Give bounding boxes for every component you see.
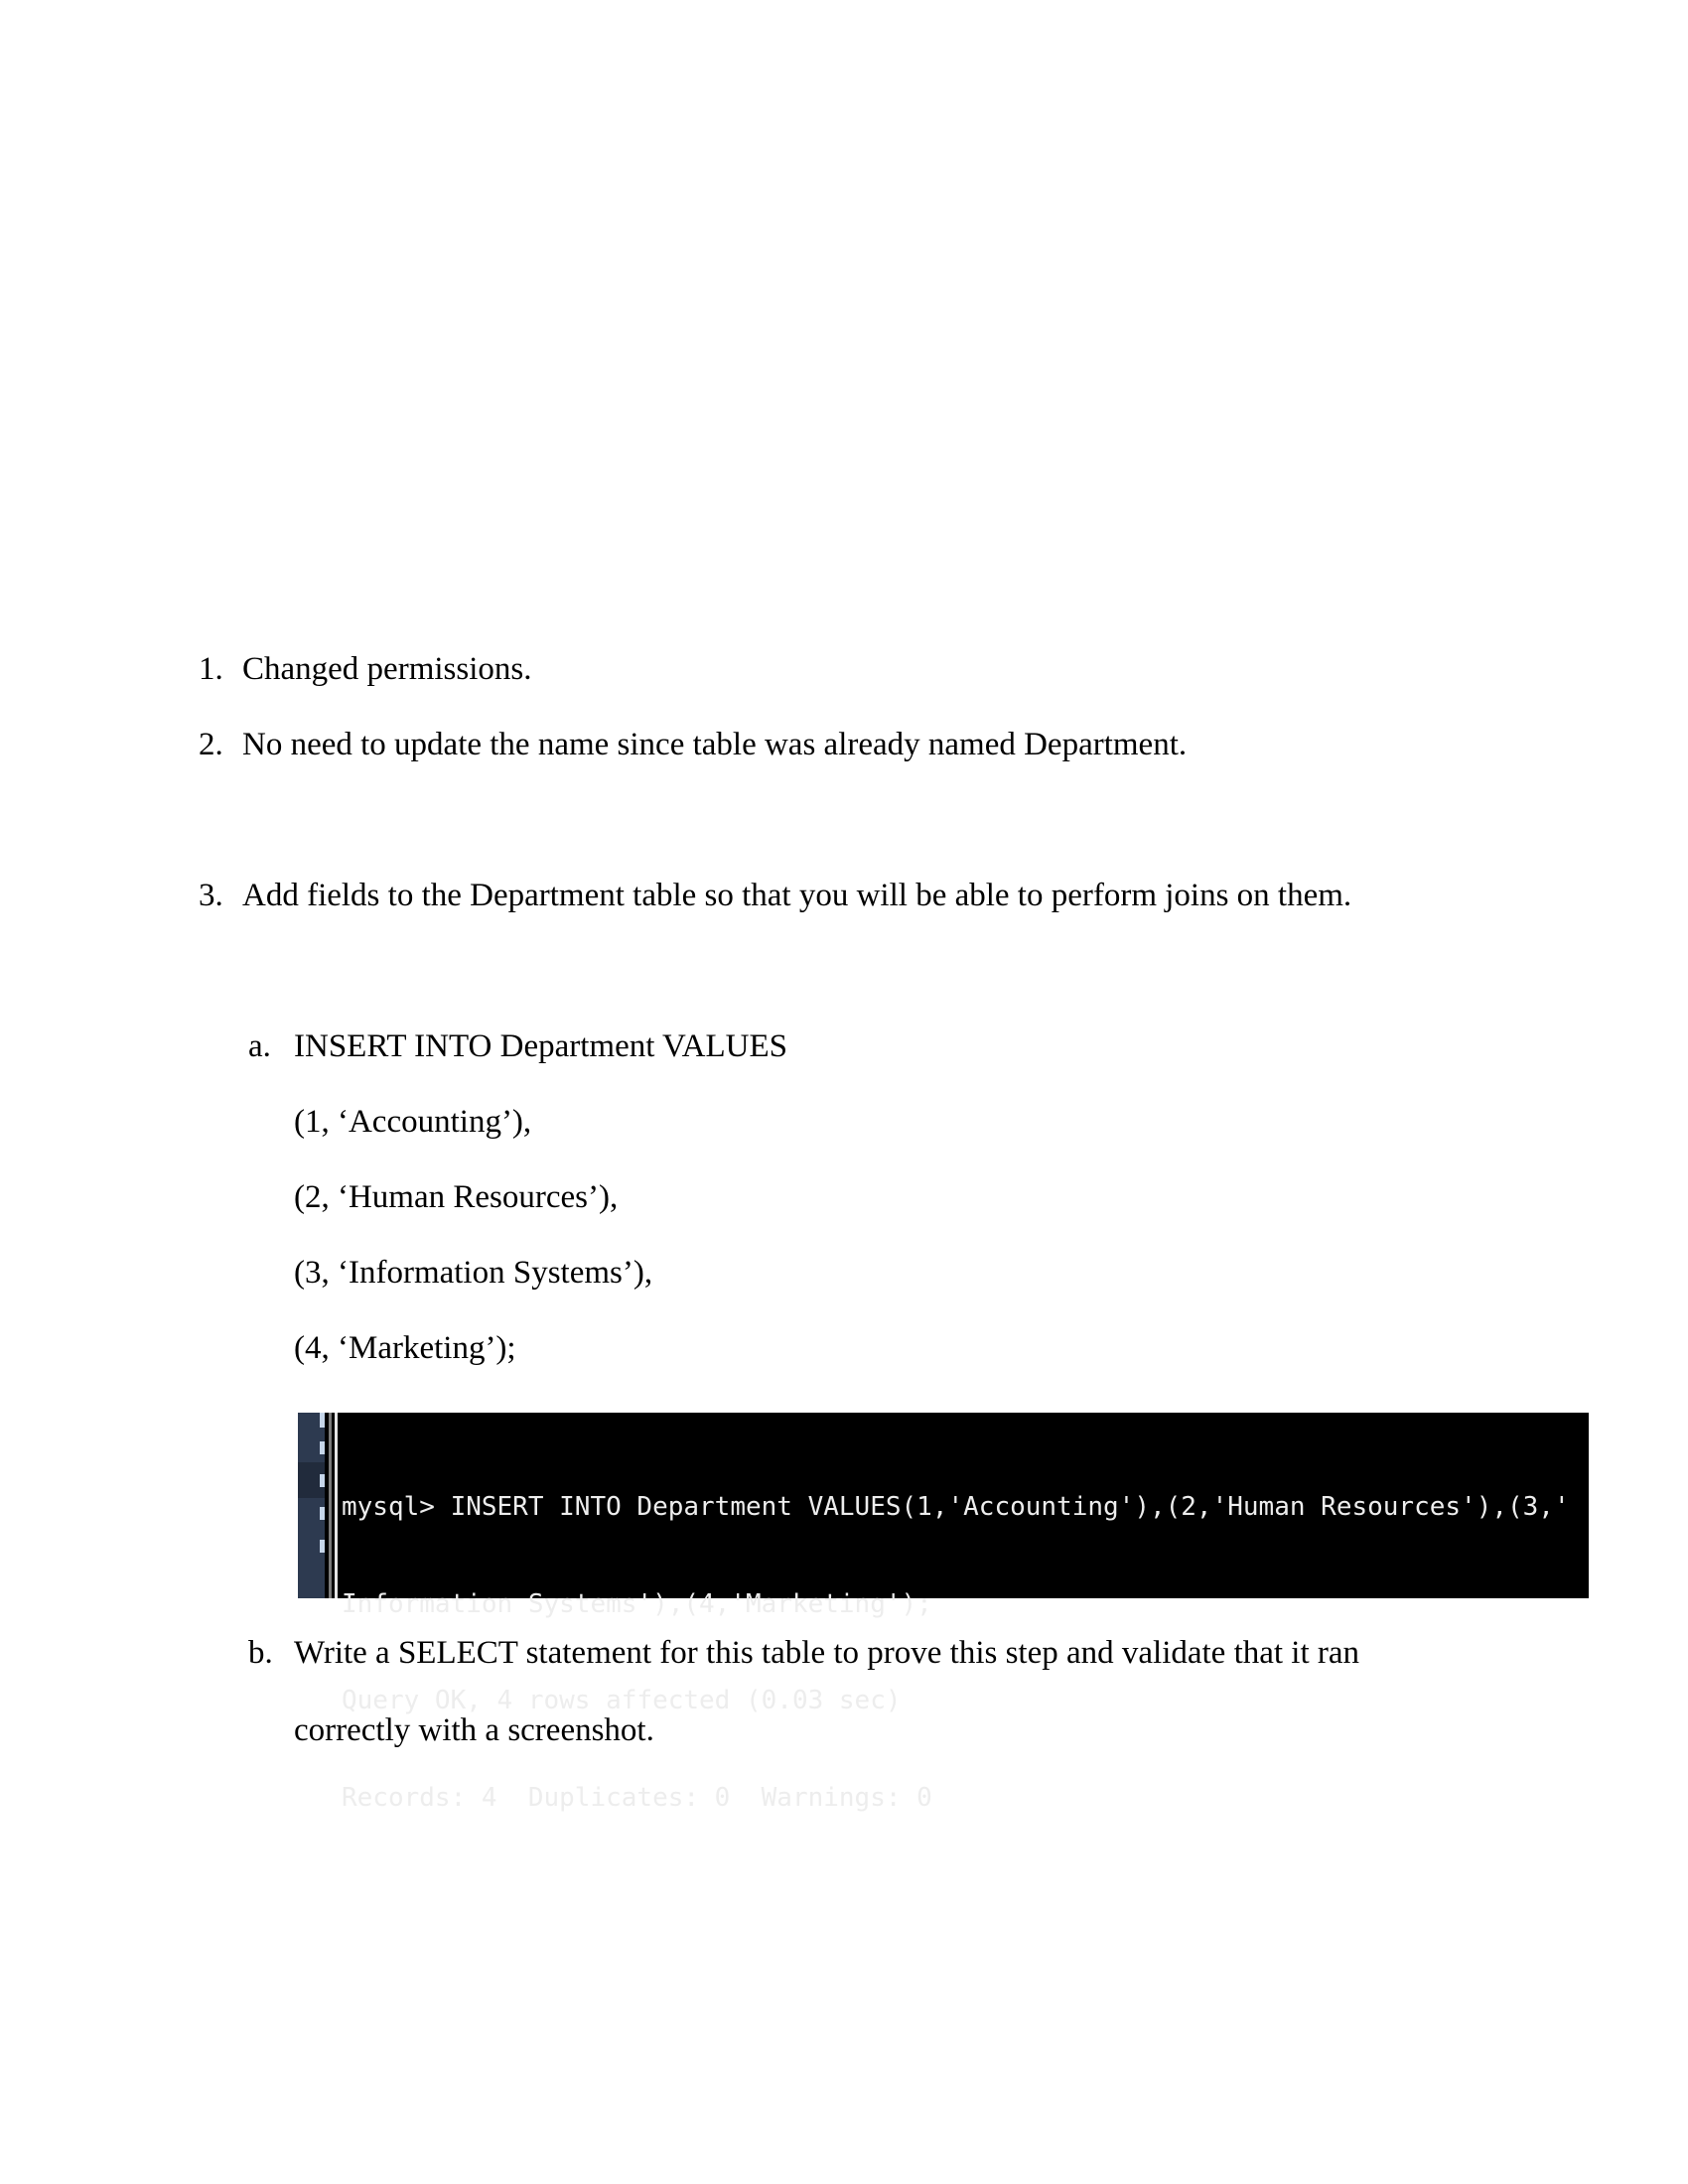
list-item-1-text: Changed permissions. [242, 651, 532, 687]
line-marker-tick [320, 1413, 325, 1428]
value-line-4: (4, ‘Marketing’); [294, 1330, 516, 1366]
line-marker-tick [320, 1474, 325, 1487]
list-item-3 [199, 875, 1351, 916]
terminal-line-2: Information Systems'),(4,'Marketing'); [342, 1588, 932, 1619]
value-line-2: (2, ‘Human Resources’), [294, 1179, 619, 1215]
sub-item-b [248, 1632, 1359, 1674]
value-line-3: (3, ‘Information Systems’), [294, 1255, 653, 1291]
sub-item-a-text: INSERT INTO Department VALUES [294, 1028, 787, 1064]
list-item-1 [199, 648, 531, 690]
terminal-line-4: Records: 4 Duplicates: 0 Warnings: 0 [342, 1782, 932, 1813]
sub-item-b-letter: b. [248, 1635, 273, 1671]
pane-divider-white [335, 1413, 338, 1598]
sub-item-a [248, 1025, 787, 1067]
list-item-2-text: No need to update the name since table was already named Department. [242, 727, 1188, 762]
list-item-3-text: Add fields to the Department table so that you will be able to perform joins on them. [242, 878, 1352, 913]
line-marker-tick [320, 1507, 325, 1520]
terminal-line-1: mysql> INSERT INTO Department VALUES(1,'Accounting'),(2,'Human Resources'),(3,' [342, 1492, 1570, 1522]
pane-divider-gray [329, 1413, 332, 1598]
terminal-line-3: Query OK, 4 rows affected (0.03 sec) [342, 1686, 902, 1715]
list-item-1-number: 1. [199, 651, 223, 687]
list-item-2 [199, 724, 1187, 765]
list-item-2-number: 2. [199, 727, 223, 762]
sub-item-b-text: Write a SELECT statement for this table to prove this step and validate that it ran [294, 1635, 1360, 1671]
value-line-1: (1, ‘Accounting’), [294, 1104, 532, 1140]
sub-item-b-continued: correctly with a screenshot. [294, 1712, 654, 1748]
line-marker-tick [320, 1441, 325, 1454]
line-marker-tick [320, 1540, 325, 1553]
list-item-3-number: 3. [199, 878, 223, 913]
sub-item-a-letter: a. [248, 1028, 271, 1064]
